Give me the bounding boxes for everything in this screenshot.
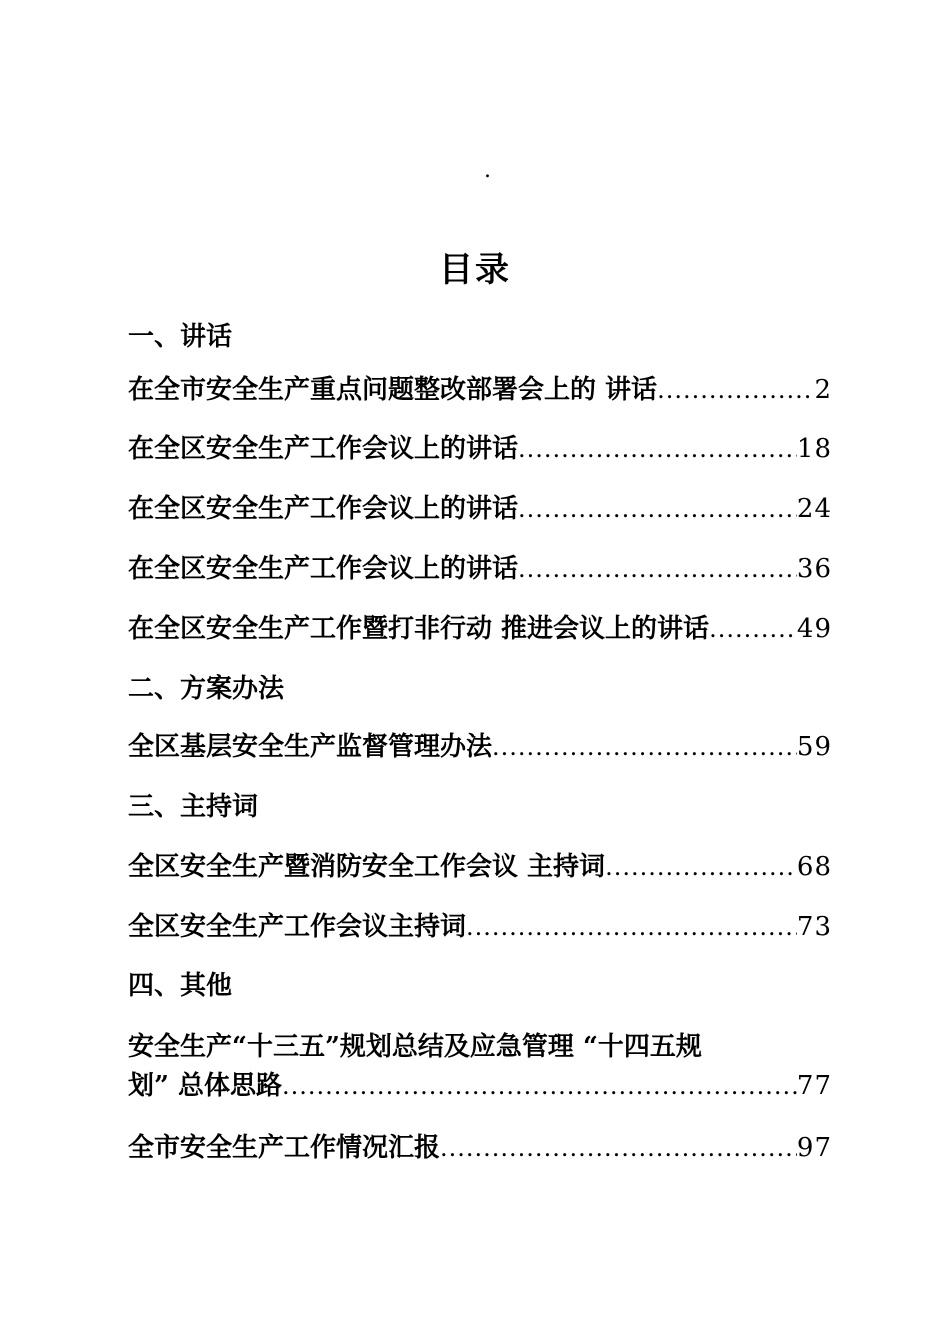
toc-entry-page: 68 [796, 852, 832, 882]
toc-entry[interactable] [128, 431, 832, 467]
toc-entry[interactable] [128, 1130, 832, 1166]
toc-entry-page: 24 [796, 494, 832, 524]
toc-entry-line1[interactable]: 安全生产“十三五”规划总结及应急管理 “十四五规 [128, 1032, 702, 1062]
dot-leader [657, 372, 814, 408]
toc-entry-text: 在全区安全生产工作会议上的讲话 [128, 434, 519, 464]
toc-entry-page: 59 [796, 732, 832, 762]
toc-entry-text: 划” 总体思路 [128, 1071, 283, 1101]
dot-leader [282, 1068, 797, 1104]
toc-entry[interactable] [128, 909, 832, 945]
section-heading-other: 四、其他 [128, 971, 233, 1001]
toc-entry-text: 全市安全生产工作情况汇报 [128, 1133, 441, 1163]
dot-leader [709, 611, 797, 647]
toc-entry-page: 97 [796, 1133, 832, 1163]
toc-entry-text: 全区安全生产工作会议主持词 [128, 912, 467, 942]
dot-leader [440, 1130, 797, 1166]
toc-entry[interactable] [128, 849, 832, 885]
toc-title: 目录 [439, 250, 511, 290]
toc-entry-page: 77 [796, 1071, 832, 1101]
dot-leader [518, 551, 797, 587]
toc-entry[interactable] [128, 372, 832, 408]
toc-entry-text: 在全区安全生产工作会议上的讲话 [128, 554, 519, 584]
toc-entry-text: 全区安全生产暨消防安全工作会议 主持词 [128, 852, 606, 882]
toc-entry-page: 73 [796, 912, 832, 942]
toc-entry-text: 在全市安全生产重点问题整改部署会上的 讲话 [128, 375, 658, 405]
toc-entry[interactable] [128, 491, 832, 527]
section-heading-speeches: 一、讲话 [128, 322, 233, 352]
toc-entry-text: 在全区安全生产工作暨打非行动 推进会议上的讲话 [128, 614, 710, 644]
dot-leader [518, 491, 797, 527]
toc-entry-page: 2 [814, 375, 832, 405]
toc-entry[interactable] [128, 611, 832, 647]
dot-leader [466, 909, 797, 945]
section-heading-host-scripts: 三、主持词 [128, 792, 259, 822]
toc-entry[interactable] [128, 729, 832, 765]
toc-entry-text: 在全区安全生产工作会议上的讲话 [128, 494, 519, 524]
section-heading-plans: 二、方案办法 [128, 674, 285, 704]
toc-entry[interactable] [128, 551, 832, 587]
dot-leader [518, 431, 797, 467]
toc-entry-page: 18 [796, 434, 832, 464]
toc-entry-text: 全区基层安全生产监督管理办法 [128, 732, 493, 762]
toc-entry-page: 49 [796, 614, 832, 644]
toc-entry-page: 36 [796, 554, 832, 584]
dot-leader [492, 729, 797, 765]
top-dot-mark: . [484, 158, 491, 183]
dot-leader [605, 849, 797, 885]
toc-entry[interactable] [128, 1068, 832, 1104]
